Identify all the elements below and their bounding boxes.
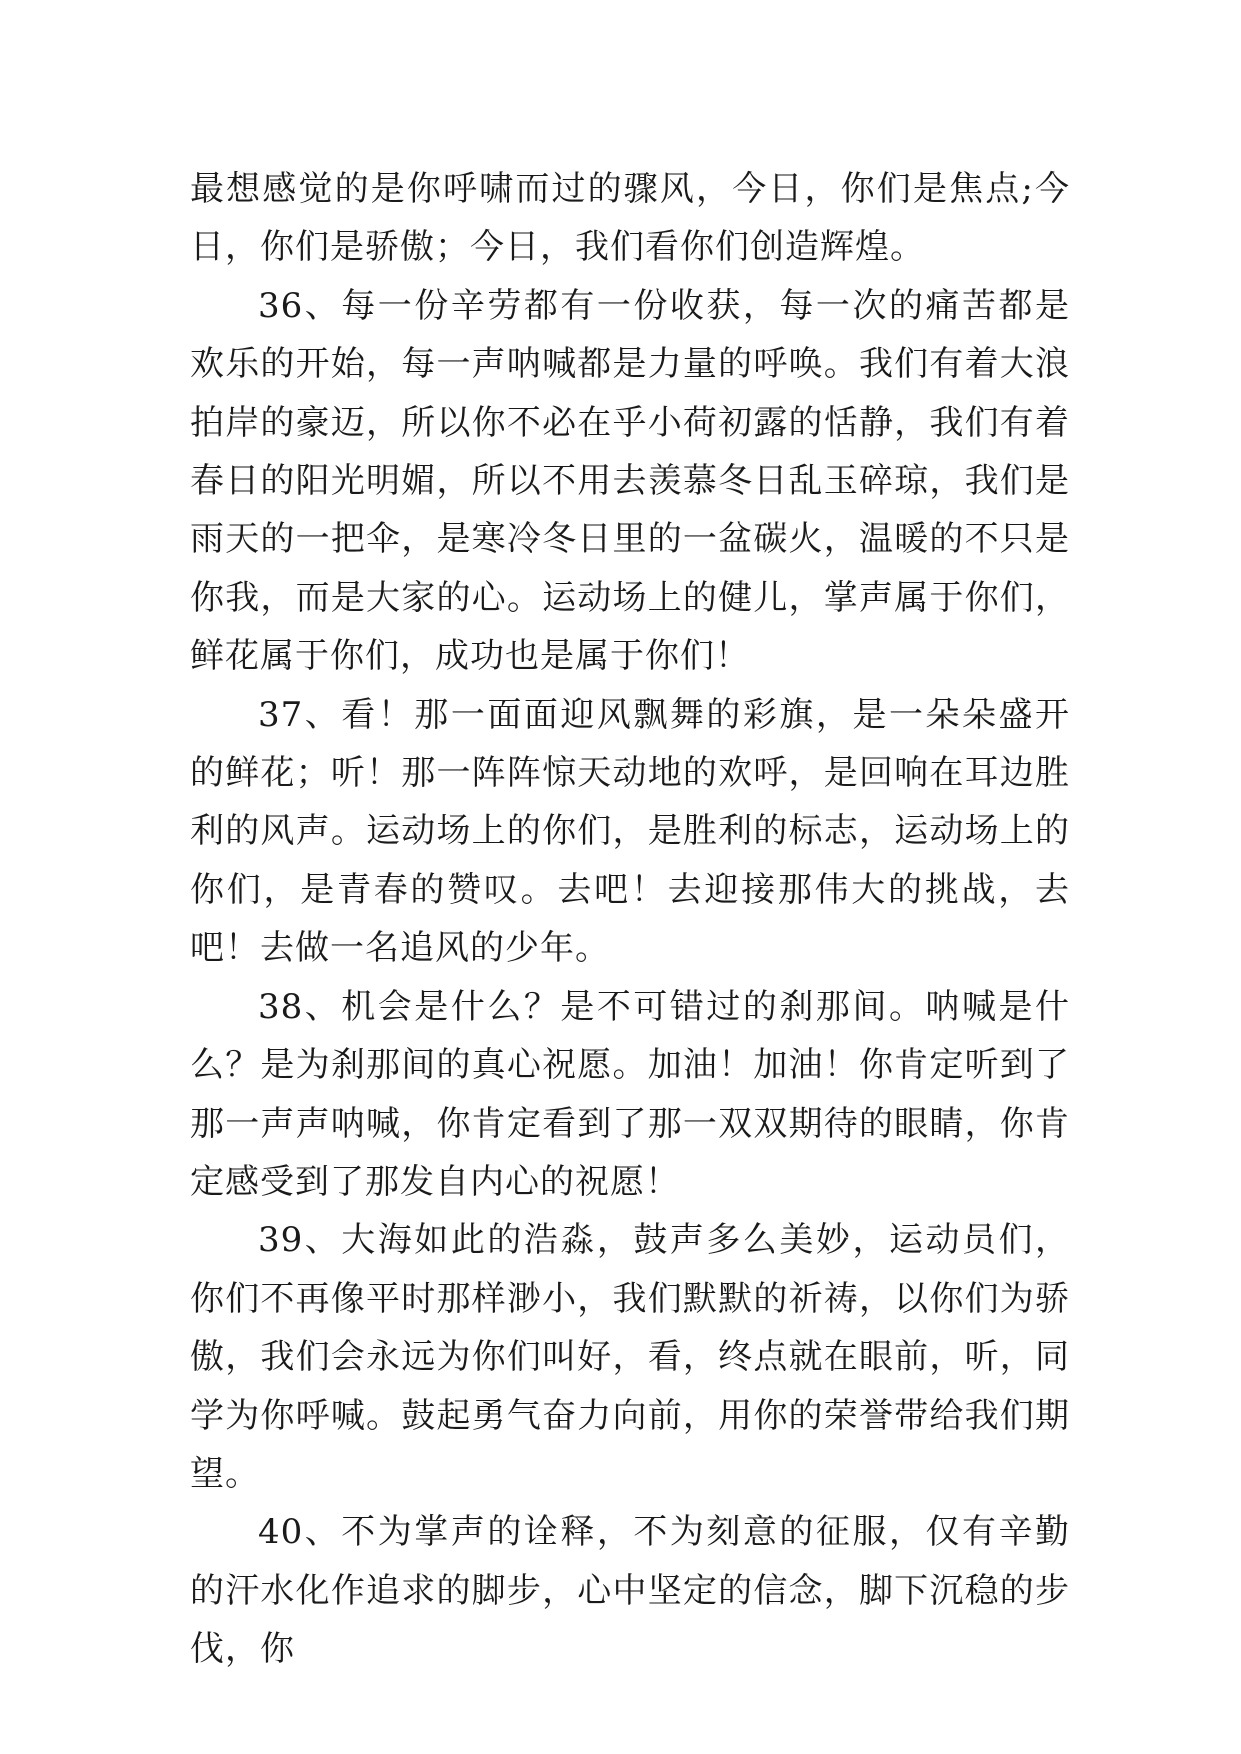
- paragraph-continued: 最想感觉的是你呼啸而过的骤风，今日，你们是焦点;今日，你们是骄傲；今日，我们看你们创造辉煌。: [190, 169, 1070, 268]
- paragraph-38: 38、机会是什么？是不可错过的刹那间。呐喊是什么？是为刹那间的真心祝愿。加油！加油！你肯定听到了那一声声呐喊，你肯定看到了那一双双期待的眼睛，你肯定感受到了那发自内心的祝愿！: [190, 986, 1070, 1202]
- paragraph-37: 37、看！那一面面迎风飘舞的彩旗，是一朵朵盛开的鲜花；听！那一阵阵惊天动地的欢呼，是回响在耳边胜利的风声。运动场上的你们，是胜利的标志，运动场上的你们，是青春的赞叹。去吧！去迎接那伟大的挑战，去吧！去做一名追风的少年。: [190, 694, 1070, 969]
- paragraph-40: 40、不为掌声的诠释，不为刻意的征服，仅有辛勤的汗水化作追求的脚步，心中坚定的信念，脚下沉稳的步伐，你: [190, 1512, 1070, 1670]
- paragraph-39: 39、大海如此的浩淼，鼓声多么美妙，运动员们，你们不再像平时那样渺小，我们默默的祈祷，以你们为骄傲，我们会永远为你们叫好，看，终点就在眼前，听，同学为你呼喊。鼓起勇气奋力向前，用你的荣誉带给我们期望。: [190, 1220, 1070, 1494]
- document-body: [190, 160, 1070, 1679]
- paragraph-36: 36、每一份辛劳都有一份收获，每一次的痛苦都是欢乐的开始，每一声呐喊都是力量的呼唤。我们有着大浪拍岸的豪迈，所以你不必在乎小荷初露的恬静，我们有着春日的阳光明媚，所以不用去羡慕冬日乱玉碎琼，我们是雨天的一把伞，是寒冷冬日里的一盆碳火，温暖的不只是你我，而是大家的心。运动场上的健儿，掌声属于你们，鲜花属于你们，成功也是属于你们！: [190, 285, 1070, 677]
